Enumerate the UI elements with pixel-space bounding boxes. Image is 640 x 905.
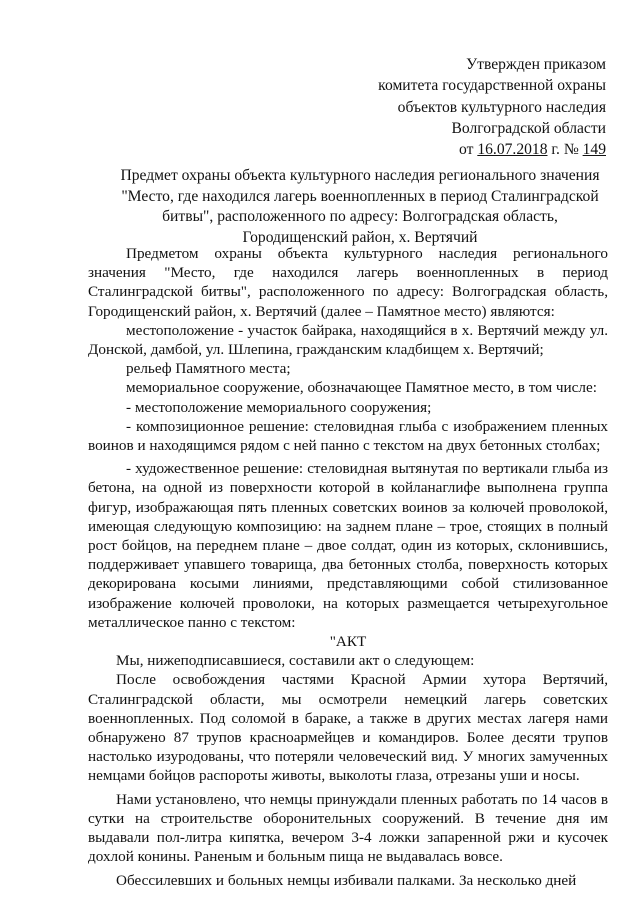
act-heading: "АКТ	[329, 633, 367, 651]
paragraph-memorial: мемориальное сооружение, обозначающее Памятное место, в том числе:	[126, 379, 597, 397]
approval-line-3: объектов культурного наследия	[397, 98, 606, 116]
paragraph-act-labor: Нами установлено, что немцы принуждали пленных работать по 14 часов в сутки на строительстве оборонительных сооружений. В течение дня им выдавали пол-литра кипятка, вечером 3-4 ложки запаренной ржи и кусочек дохлой конины. Раненым и больным пища не выдавалась вовсе.	[88, 790, 608, 866]
paragraph-act-beatings: Обессилевших и больных немцы избивали палками. За несколько дней	[116, 871, 577, 889]
paragraph-location: местоположение - участок байрака, находящийся в х. Вертячий между ул. Донской, дамбой, ул. Шлепина, гражданским кладбищем х. Вертячий;	[88, 321, 608, 359]
approval-mid: г. №	[547, 141, 583, 159]
approval-line-1: Утвержден приказом	[466, 56, 606, 73]
paragraph-relief: рельеф Памятного места;	[126, 360, 291, 378]
document-body	[88, 244, 608, 890]
paragraph-artistic: - художественное решение: стеловидная вытянутая по вертикали глыба из бетона, на одной из поверхности которой в койланаглифе выполнена группа фигур, изображающая пять пленных советских воинов за колючей проволокой, имеющая следующую композицию: на заднем плане – трое, стоящих в полный рост бойцов, на переднем плане – двое солдат, один из которых, склонившись, поддерживает упавшего товарища, два бетонных столба, поверхность которых декорирована косыми линиями, представляющими собой стилизованное изображение колючей проволоки, на которых размещается четырехугольное металлическое панно с текстом:	[88, 460, 608, 631]
paragraph-act-finding: После освобождения частями Красной Армии хутора Вертячий, Сталинградской области, мы осмотрели немецкий лагерь советских военнопленных. Под соломой в бараке, а также в других местах лагеря нами обнаружено 87 трупов красноармейцев и командиров. Более десяти трупов настолько изуродованы, что потеряли человеческий вид. У многих замученных немцами бойцов распороты животы, выколоты глаза, отрезаны уши и носы.	[88, 671, 608, 785]
paragraph-memorial-location: - местоположение мемориального сооружения;	[126, 398, 432, 416]
approval-line-4: Волгоградской области	[451, 119, 606, 137]
paragraph-intro: Предметом охраны объекта культурного наследия регионального значения "Место, где находился лагерь военнопленных в период Сталинградской битвы", расположенного по адресу: Волгоградская область, Городищенский район, х. Вертячий (далее – Памятное место) являются:	[88, 245, 608, 320]
approval-line-2: комитета государственной охраны	[378, 77, 606, 95]
paragraph-composition: - композиционное решение: стеловидная глыба с изображением пленных воинов и находящимся рядом с ней панно с текстом на двух бетонных столбах;	[88, 417, 608, 455]
approval-prefix: от	[459, 141, 478, 159]
approval-number: 149	[582, 141, 606, 159]
approval-stamp	[378, 54, 606, 160]
approval-date-line	[378, 139, 606, 160]
approval-date: 16.07.2018	[477, 141, 548, 159]
subject-title: Предмет охраны объекта культурного наследия регионального значения "Место, где находился лагерь военнопленных в период Сталинградской битвы", расположенного по адресу: Волгоградская область, Городищенский район, х. Вертячий	[120, 167, 600, 246]
paragraph-act-intro: Мы, нижеподписавшиеся, составили акт о следующем:	[116, 652, 475, 670]
